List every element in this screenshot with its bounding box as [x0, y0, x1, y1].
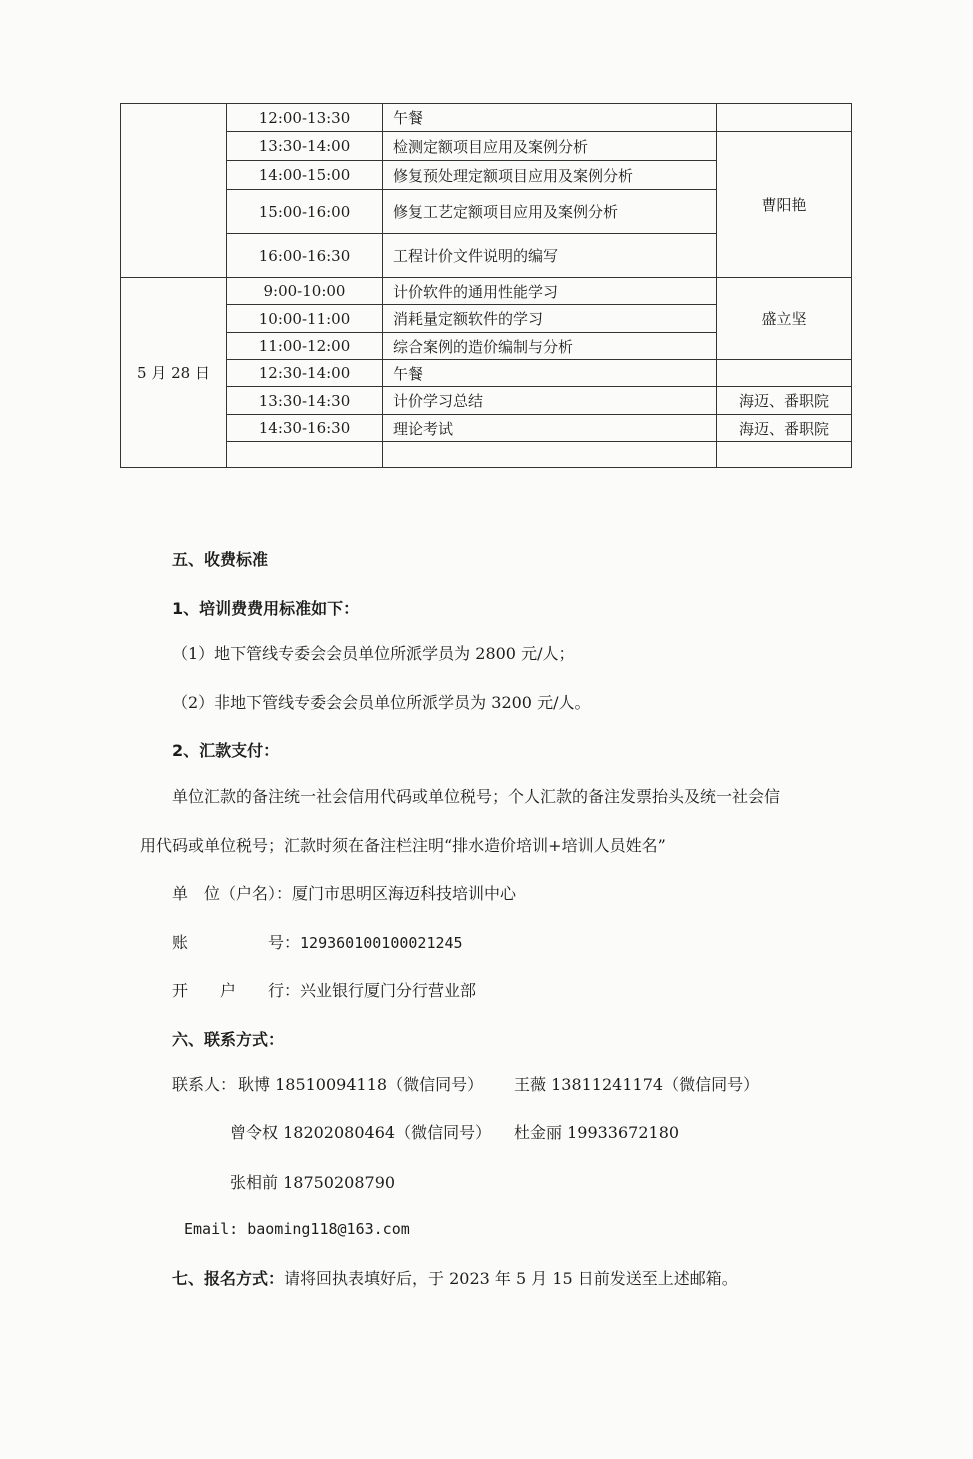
- topic-cell: 消耗量定额软件的学习: [383, 305, 717, 333]
- account-name-row: [172, 881, 516, 904]
- schedule-table: [120, 103, 852, 468]
- time-cell: 13:30-14:00: [227, 132, 383, 161]
- time-cell: 11:00-12:00: [227, 333, 383, 360]
- table-row: [121, 387, 852, 415]
- time-cell: 9:00-10:00: [227, 278, 383, 305]
- topic-cell: [383, 442, 717, 468]
- contact-5: 张相前 18750208790: [230, 1173, 396, 1192]
- date-cell-blank: [121, 104, 227, 278]
- account-number-label: 账 号：: [172, 933, 301, 952]
- section6-heading: 六、联系方式：: [172, 1030, 285, 1049]
- time-cell: 13:30-14:30: [227, 387, 383, 415]
- topic-cell: 修复预处理定额项目应用及案例分析: [383, 161, 717, 190]
- topic-cell: 午餐: [383, 360, 717, 387]
- contact-email: Email: baoming118@163.com: [184, 1220, 410, 1238]
- teacher-cell: [717, 442, 852, 468]
- teacher-cell: [717, 104, 852, 132]
- account-name-value: 厦门市思明区海迈科技培训中心: [292, 884, 517, 903]
- time-cell: 14:00-15:00: [227, 161, 383, 190]
- contact-4: 杜金丽 19933672180: [514, 1123, 680, 1142]
- bank-value: 兴业银行厦门分行营业部: [300, 981, 477, 1000]
- account-name-label: 单 位（户名）：: [172, 884, 293, 903]
- time-cell: 14:30-16:30: [227, 415, 383, 442]
- topic-cell: 计价学习总结: [383, 387, 717, 415]
- section7-heading: 七、报名方式：: [172, 1269, 285, 1288]
- time-cell: 15:00-16:00: [227, 190, 383, 234]
- table-row: [121, 132, 852, 161]
- contact-2: 王薇 13811241174（微信同号）: [514, 1075, 760, 1094]
- contact-3: 曾令权 18202080464（微信同号）: [230, 1123, 492, 1142]
- topic-cell: 理论考试: [383, 415, 717, 442]
- table-row: [121, 104, 852, 132]
- fee-standard-heading: 1、培训费费用标准如下：: [172, 599, 360, 618]
- remittance-note-2: 用代码或单位税号；汇款时须在备注栏注明“排水造价培训+培训人员姓名”: [140, 836, 666, 855]
- teacher-cell: 曹阳艳: [717, 132, 852, 278]
- fee-nonmember: （2）非地下管线专委会会员单位所派学员为 3200 元/人。: [172, 693, 591, 712]
- contact-label: 联系人：: [172, 1075, 237, 1094]
- bank-row: [172, 978, 476, 1001]
- teacher-cell: 盛立坚: [717, 278, 852, 360]
- topic-cell: 午餐: [383, 104, 717, 132]
- teacher-cell: [717, 360, 852, 387]
- table-row: [121, 360, 852, 387]
- bank-label: 开 户 行：: [172, 981, 301, 1000]
- topic-cell: 工程计价文件说明的编写: [383, 234, 717, 278]
- time-cell: 10:00-11:00: [227, 305, 383, 333]
- remittance-note-1: 单位汇款的备注统一社会信用代码或单位税号；个人汇款的备注发票抬头及统一社会信: [172, 787, 781, 806]
- registration-row: [172, 1266, 738, 1289]
- time-cell: 16:00-16:30: [227, 234, 383, 278]
- time-cell: 12:30-14:00: [227, 360, 383, 387]
- date-cell: 5 月 28 日: [121, 278, 227, 468]
- topic-cell: 计价软件的通用性能学习: [383, 278, 717, 305]
- contact-1: 耿博 18510094118（微信同号）: [238, 1075, 484, 1094]
- time-cell: [227, 442, 383, 468]
- teacher-cell: 海迈、番职院: [717, 415, 852, 442]
- teacher-cell: 海迈、番职院: [717, 387, 852, 415]
- table-row: [121, 278, 852, 305]
- account-number-value: 129360100100021245: [300, 934, 463, 952]
- registration-text: 请将回执表填好后，于 2023 年 5 月 15 日前发送至上述邮箱。: [284, 1269, 738, 1288]
- table-row-empty: [121, 442, 852, 468]
- fee-member: （1）地下管线专委会会员单位所派学员为 2800 元/人；: [172, 644, 575, 663]
- section5-heading: 五、收费标准: [172, 550, 269, 569]
- remittance-heading: 2、汇款支付：: [172, 741, 280, 760]
- account-number-row: [172, 930, 463, 953]
- topic-cell: 修复工艺定额项目应用及案例分析: [383, 190, 717, 234]
- time-cell: 12:00-13:30: [227, 104, 383, 132]
- topic-cell: 检测定额项目应用及案例分析: [383, 132, 717, 161]
- table-row: [121, 415, 852, 442]
- topic-cell: 综合案例的造价编制与分析: [383, 333, 717, 360]
